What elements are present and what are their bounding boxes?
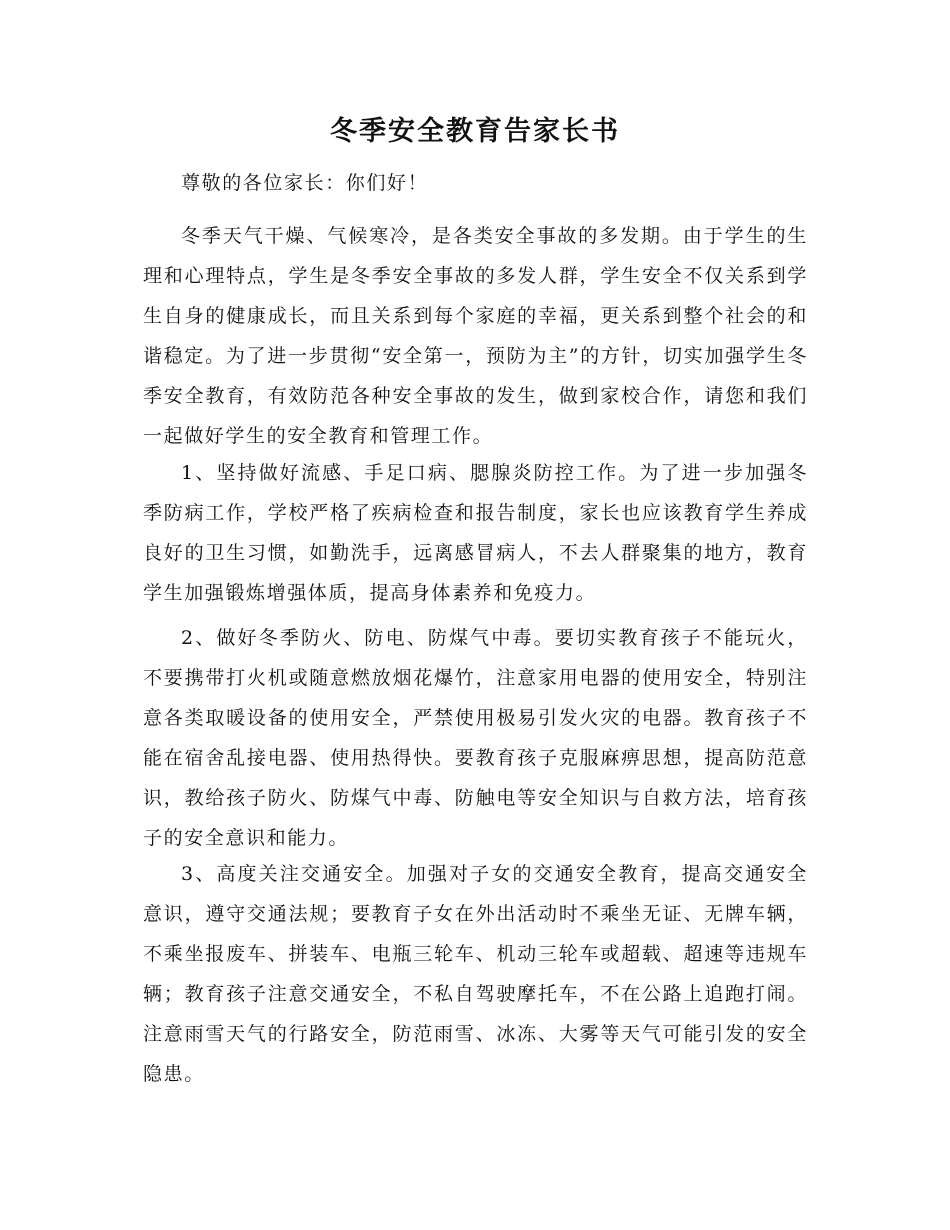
greeting-line: 尊敬的各位家长：你们好！ bbox=[181, 172, 429, 194]
paragraph-traffic-safety: 3、高度关注交通安全。加强对子女的交通安全教育，提高交通安全意识，遵守交通法规；要教育子女在外出活动时不乘坐无证、无牌车辆，不乘坐报废车、拼装车、电瓶三轮车、机动三轮车或超载、超速等违规车辆；教育孩子注意交通安全，不私自驾驶摩托车，不在公路上追跑打闹。注意雨雪天气的行路安全，防范雨雪、冰冻、大雾等天气可能引发的安全隐患。 bbox=[143, 863, 808, 1085]
paragraph-intro: 冬季天气干燥、气候寒冷，是各类安全事故的多发期。由于学生的生理和心理特点，学生是冬季安全事故的多发人群，学生安全不仅关系到学生自身的健康成长，而且关系到每个家庭的幸福，更关系到整个社会的和谐稳定。为了进一步贯彻“安全第一，预防为主”的方针，切实加强学生冬季安全教育，有效防范各种安全事故的发生，做到家校合作，请您和我们一起做好学生的安全教育和管理工作。 bbox=[143, 225, 808, 447]
document-title: 冬季安全教育告家长书 bbox=[330, 116, 620, 147]
paragraph-disease-prevention: 1、坚持做好流感、手足口病、腮腺炎防控工作。为了进一步加强冬季防病工作，学校严格了疾病检查和报告制度，家长也应该教育学生养成良好的卫生习惯，如勤洗手，远离感冒病人，不去人群聚集的地方，教育学生加强锻炼增强体质，提高身体素养和免疫力。 bbox=[143, 462, 808, 604]
paragraph-fire-electric-safety: 2、做好冬季防火、防电、防煤气中毒。要切实教育孩子不能玩火，不要携带打火机或随意燃放烟花爆竹，注意家用电器的使用安全，特别注意各类取暖设备的使用安全，严禁使用极易引发火灾的电器。教育孩子不能在宿舍乱接电器、使用热得快。要教育孩子克服麻痹思想，提高防范意识，教给孩子防火、防煤气中毒、防触电等安全知识与自救方法，培育孩子的安全意识和能力。 bbox=[143, 627, 808, 849]
